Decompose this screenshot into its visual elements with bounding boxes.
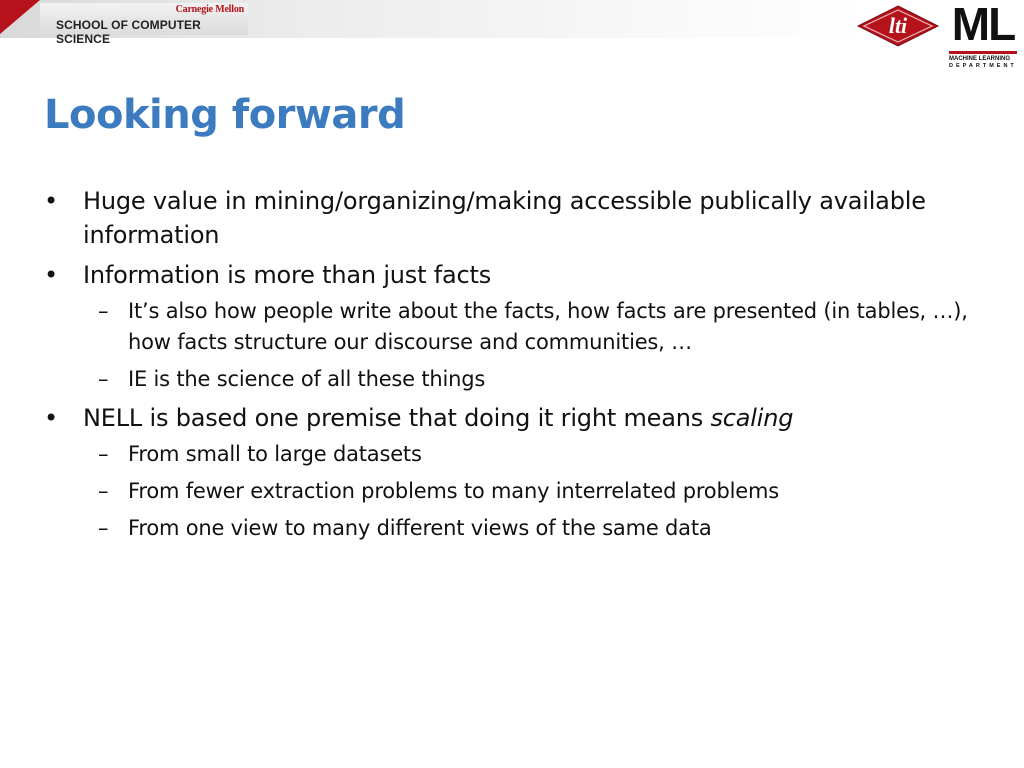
sub-bullet-item [44, 364, 984, 395]
cmu-scs-logo [40, 3, 248, 46]
bullet-text: Information is more than just facts [83, 261, 492, 289]
sub-bullet-marker: – [98, 442, 109, 466]
slide-title: Looking forward [44, 92, 406, 138]
ml-logo-line2: DEPARTMENT [949, 63, 1017, 69]
ml-logo-text: ML [951, 0, 1015, 50]
bullet-item [44, 184, 984, 252]
ml-logo-bar [949, 51, 1017, 54]
bullet-item [44, 258, 984, 292]
sub-bullet-marker: – [98, 479, 109, 503]
ml-department-logo [946, 0, 1020, 69]
slide-body [44, 184, 984, 550]
school-name: SCHOOL OF COMPUTER SCIENCE [56, 18, 201, 46]
bullet-emphasis: scaling [710, 404, 794, 432]
red-corner-decoration [0, 0, 40, 34]
sub-bullet-item [44, 296, 984, 358]
sub-bullet-text: IE is the science of all these things [128, 367, 486, 391]
sub-bullet-marker: – [98, 367, 109, 391]
sub-bullet-text: It’s also how people write about the facts, how facts are presented (in tables, …), how facts structure our discourse and communities, … [128, 299, 968, 354]
sub-bullet-text: From fewer extraction problems to many interrelated problems [128, 479, 779, 503]
sub-bullet-marker: – [98, 299, 109, 323]
ml-logo-line1: MACHINE LEARNING [949, 56, 1010, 62]
sub-bullet-text: From one view to many different views of the same data [128, 516, 712, 540]
lti-logo [856, 4, 940, 48]
lti-logo-text: lti [888, 13, 908, 38]
university-name: Carnegie Mellon [175, 4, 244, 15]
bullet-marker: • [44, 187, 58, 215]
bullet-marker: • [44, 404, 58, 432]
bullet-item [44, 401, 984, 435]
bullet-marker: • [44, 261, 58, 289]
sub-bullet-text: From small to large datasets [128, 442, 422, 466]
sub-bullet-item [44, 476, 984, 507]
sub-bullet-item [44, 439, 984, 470]
sub-bullet-marker: – [98, 516, 109, 540]
bullet-text: NELL is based one premise that doing it right means [83, 404, 711, 432]
bullet-text: Huge value in mining/organizing/making accessible publically available information [83, 187, 926, 249]
sub-bullet-item [44, 513, 984, 544]
